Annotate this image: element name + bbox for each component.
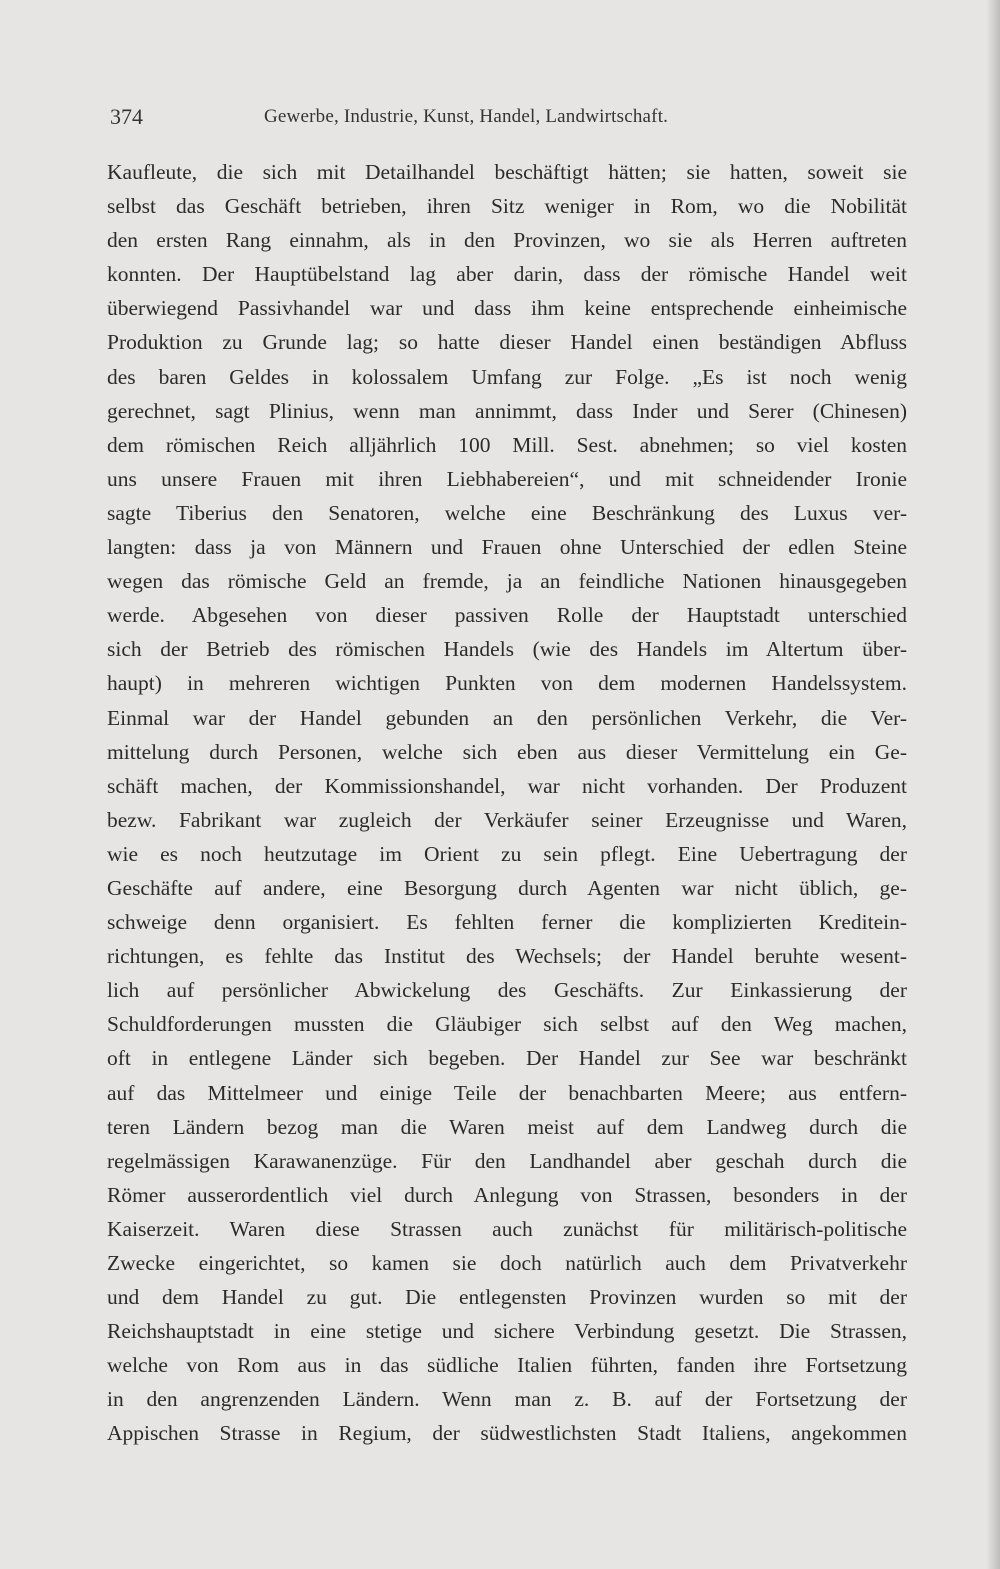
text-line: uns unsere Frauen mit ihren Liebhabereien“, und mit schneidender Ironie [107, 466, 907, 491]
text-line: Geschäfte auf andere, eine Besorgung durch Agenten war nicht üblich, ge- [107, 875, 907, 900]
text-line: schäft machen, der Kommissionshandel, war nicht vorhanden. Der Produzent [107, 773, 907, 798]
text-line: wie es noch heutzutage im Orient zu sein pflegt. Eine Uebertragung der [107, 841, 907, 866]
text-line: konnten. Der Hauptübelstand lag aber darin, dass der römische Handel weit [107, 262, 907, 287]
text-line: haupt) in mehreren wichtigen Punkten von dem modernen Handelssystem. [107, 671, 907, 696]
text-line: richtungen, es fehlte das Institut des Wechsels; der Handel beruhte wesent- [107, 944, 907, 969]
page-edge-shadow [986, 0, 1000, 1569]
text-line: Reichshauptstadt in eine stetige und sichere Verbindung gesetzt. Die Strassen, [107, 1319, 907, 1344]
text-line: oft in entlegene Länder sich begeben. Der Handel zur See war beschränkt [107, 1046, 907, 1071]
text-line: welche von Rom aus in das südliche Italien führten, fanden ihre Fortsetzung [107, 1353, 907, 1378]
text-line: Zwecke eingerichtet, so kamen sie doch natürlich auch dem Privatverkehr [107, 1251, 907, 1275]
text-line: dem römischen Reich alljährlich 100 Mill. Sest. abnehmen; so viel kosten [107, 432, 907, 457]
text-line: bezw. Fabrikant war zugleich der Verkäufer seiner Erzeugnisse und Waren, [107, 807, 907, 832]
text-line: wegen das römische Geld an fremde, ja an feindliche Nationen hinausgegeben [107, 569, 907, 594]
text-line: sagte Tiberius den Senatoren, welche eine Beschränkung des Luxus ver- [107, 500, 907, 525]
text-line: Kaiserzeit. Waren diese Strassen auch zunächst für militärisch-politische [107, 1216, 907, 1241]
text-line: Appischen Strasse in Regium, der südwestlichsten Stadt Italiens, angekommen [107, 1421, 907, 1446]
running-head: Gewerbe, Industrie, Kunst, Handel, Landwirtschaft. [264, 106, 669, 127]
text-line: mittelung durch Personen, welche sich eben aus dieser Vermittelung ein Ge- [107, 739, 907, 764]
page-header [110, 104, 910, 132]
text-line: werde. Abgesehen von dieser passiven Rolle der Hauptstadt unterschied [107, 603, 907, 628]
text-line: des baren Geldes in kolossalem Umfang zur Folge. „Es ist noch wenig [107, 364, 907, 389]
text-line: gerechnet, sagt Plinius, wenn man annimmt, dass Inder und Serer (Chinesen) [107, 398, 907, 423]
text-line: überwiegend Passivhandel war und dass ihm keine entsprechende einheimische [107, 296, 907, 321]
body-text [107, 155, 907, 1451]
text-line: den ersten Rang einnahm, als in den Provinzen, wo sie als Herren auftreten [107, 228, 907, 253]
text-line: Produktion zu Grunde lag; so hatte dieser Handel einen beständigen Abfluss [107, 330, 907, 355]
text-line: Einmal war der Handel gebunden an den persönlichen Verkehr, die Ver- [107, 705, 907, 730]
text-line: selbst das Geschäft betrieben, ihren Sitz weniger in Rom, wo die Nobilität [107, 194, 907, 219]
text-line: Schuldforderungen mussten die Gläubiger sich selbst auf den Weg machen, [107, 1012, 907, 1037]
text-line: teren Ländern bezog man die Waren meist auf dem Landweg durch die [107, 1114, 907, 1139]
text-line: und dem Handel zu gut. Die entlegensten Provinzen wurden so mit der [107, 1285, 907, 1310]
text-line: Kaufleute, die sich mit Detailhandel beschäftigt hätten; sie hatten, soweit sie [107, 160, 907, 184]
text-line: in den angrenzenden Ländern. Wenn man z. B. auf der Fortsetzung der [107, 1387, 907, 1412]
text-line: schweige denn organisiert. Es fehlten ferner die komplizierten Kreditein- [107, 910, 907, 935]
text-line: lich auf persönlicher Abwickelung des Geschäfts. Zur Einkassierung der [107, 978, 907, 1003]
page-number: 374 [110, 104, 143, 129]
text-line: langten: dass ja von Männern und Frauen ohne Unterschied der edlen Steine [107, 535, 907, 560]
text-line: sich der Betrieb des römischen Handels (wie des Handels im Altertum über- [107, 637, 907, 662]
text-line: auf das Mittelmeer und einige Teile der benachbarten Meere; aus entfern- [107, 1080, 907, 1105]
text-line: Römer ausserordentlich viel durch Anlegung von Strassen, besonders in der [107, 1182, 907, 1207]
text-line: regelmässigen Karawanenzüge. Für den Landhandel aber geschah durch die [107, 1148, 907, 1173]
